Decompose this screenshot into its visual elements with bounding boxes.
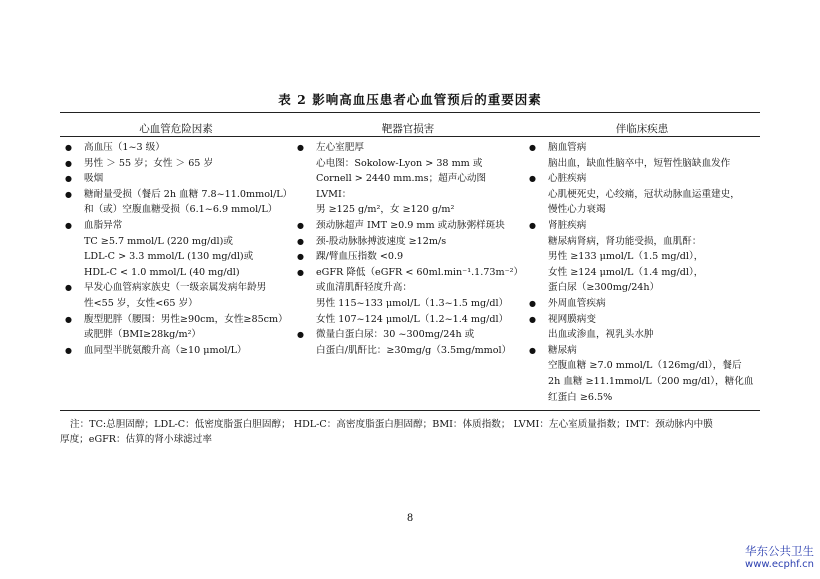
list-item: ● 腹型肥胖（腰围：男性≥90cm，女性≥85cm） [62, 312, 294, 328]
list-item-continuation: TC ≥5.7 mmol/L (220 mg/dl)或 [84, 235, 233, 247]
table-footnote [60, 417, 760, 447]
list-item-continuation: 或肥胖（BMI≥28kg/m²） [84, 329, 202, 341]
list-item-continuation: 心肌梗死史，心绞痛，冠状动脉血运重建史， [548, 188, 740, 200]
list-item-continuation: 女性 ≥124 μmol/L（1.4 mg/dl）， [548, 266, 704, 278]
table-top-rule [60, 112, 760, 113]
list-item: ● 心脏疾病 [526, 171, 762, 187]
list-item-continuation: 慢性心力衰竭 [548, 204, 606, 216]
list-item-continuation: 男性 ≥133 μmol/L（1.5 mg/dl）， [548, 251, 704, 263]
list-item-continuation: 脑出血，缺血性脑卒中，短暂性脑缺血发作 [548, 157, 731, 169]
header-risk-factors: 心血管危险因素 [139, 123, 213, 135]
list-item-continuation: 和（或）空腹血糖受损（6.1~6.9 mmol/L） [84, 204, 278, 216]
list-item: ● 外周血管疾病 [526, 296, 762, 312]
list-item: ● 血脂异常 [62, 218, 294, 234]
list-item-continuation: 白蛋白/肌酐比：≥30mg/g（3.5mg/mmol） [316, 344, 512, 356]
watermark-url: www.ecphf.cn [745, 559, 814, 570]
list-item-continuation: 出血或渗血，视乳头水肿 [548, 329, 654, 341]
list-item: ● 脑血管病 [526, 140, 762, 156]
footnote-line-2: 厚度；eGFR：估算的肾小球滤过率 [60, 434, 212, 445]
watermark-name: 华东公共卫生 [745, 544, 814, 558]
target-organ-damage-list [294, 140, 524, 358]
list-item: ● 肾脏疾病 [526, 218, 762, 234]
header-clinical-conditions: 伴临床疾患 [615, 123, 669, 135]
list-item-continuation: 男 ≥125 g/m²，女 ≥120 g/m² [316, 204, 455, 216]
list-item-continuation: 男性 115~133 μmol/L（1.3~1.5 mg/dl） [316, 297, 509, 309]
list-item: ● 踝/臂血压指数 <0.9 [294, 249, 524, 265]
table-title: 表 2 影响高血压患者心血管预后的重要因素 [278, 92, 542, 107]
list-item: ● 高血压（1~3 级） [62, 140, 294, 156]
header-target-organ-damage: 靶器官损害 [381, 123, 435, 135]
list-item: ● 糖尿病 [526, 343, 762, 359]
watermark [745, 544, 814, 572]
list-item: ● 视网膜病变 [526, 312, 762, 328]
header-rule [60, 136, 760, 137]
list-item: ● 男性 ＞ 55 岁；女性 ＞ 65 岁 [62, 156, 294, 172]
list-item: ● 微量白蛋白尿：30 ~300mg/24h 或 [294, 327, 524, 343]
column-clinical-conditions [526, 140, 762, 405]
table-bottom-rule [60, 410, 760, 411]
risk-factors-list [62, 140, 294, 358]
clinical-conditions-list [526, 140, 762, 405]
list-item: ● 血同型半胱氨酸升高（≥10 μmol/L） [62, 343, 294, 359]
list-item: ● 颈动脉超声 IMT ≥0.9 mm 或动脉粥样斑块 [294, 218, 524, 234]
list-item-continuation: 性<55 岁，女性<65 岁） [84, 297, 198, 309]
list-item-continuation: 糖尿病肾病，肾功能受损，血肌酐： [548, 235, 702, 247]
list-item-continuation: LDL-C > 3.3 mmol/L (130 mg/dl)或 [84, 251, 254, 263]
list-item-continuation: 心电图：Sokolow-Lyon > 38 mm 或 [316, 157, 483, 169]
list-item-continuation: HDL-C < 1.0 mmol/L (40 mg/dl) [84, 266, 240, 278]
list-item-continuation: 或血清肌酐轻度升高： [316, 282, 412, 294]
list-item-continuation: Cornell > 2440 mm.ms；超声心动图 LVMI： [316, 173, 487, 200]
list-item: ● eGFR 降低（eGFR < 60ml.min⁻¹.1.73m⁻²） [294, 265, 524, 281]
column-risk-factors [62, 140, 294, 358]
list-item: ● 左心室肥厚 [294, 140, 524, 156]
list-item: ● 吸烟 [62, 171, 294, 187]
column-target-organ-damage [294, 140, 524, 358]
list-item: ● 糖耐量受损（餐后 2h 血糖 7.8~11.0mmol/L） [62, 187, 294, 203]
list-item-continuation: 2h 血糖 ≥11.1mmol/L（200 mg/dl），糖化血 [548, 375, 754, 387]
footnote-line-1: 注：TC:总胆固醇；LDL-C：低密度脂蛋白胆固醇； HDL-C：高密度脂蛋白胆固醇；BMI：体质指数； LVMI：左心室质量指数；IMT：颈动脉内中膜 [70, 419, 713, 430]
list-item-continuation: 空腹血糖 ≥7.0 mmol/L（126mg/dl），餐后 [548, 360, 742, 372]
list-item-continuation: 红蛋白 ≥6.5% [548, 391, 613, 403]
page-number: 8 [406, 513, 414, 524]
list-item: ● 颈-股动脉脉搏波速度 ≥12m/s [294, 234, 524, 250]
list-item-continuation: 蛋白尿（≥300mg/24h） [548, 282, 660, 294]
list-item-continuation: 女性 107~124 μmol/L（1.2~1.4 mg/dl） [316, 313, 509, 325]
list-item: ● 早发心血管病家族史（一级亲属发病年龄男 [62, 280, 294, 296]
